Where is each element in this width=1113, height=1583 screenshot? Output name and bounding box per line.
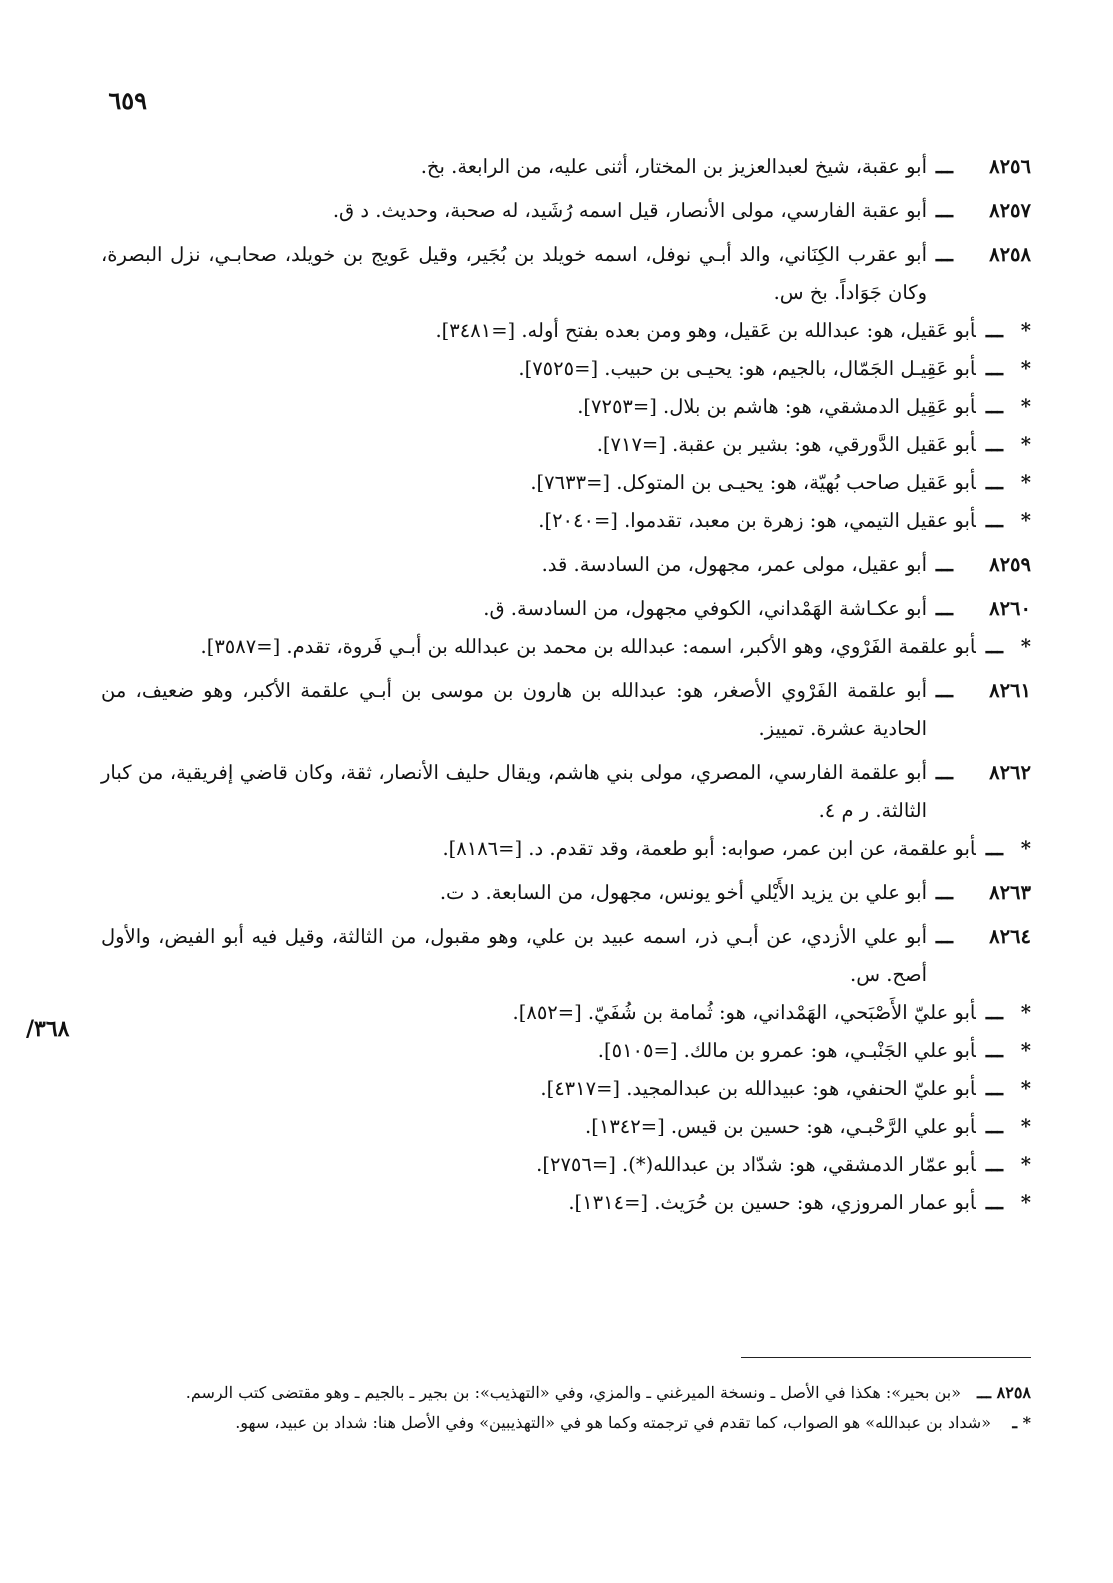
cross-reference-line (101, 1184, 1031, 1222)
cross-reference-line (101, 628, 1031, 666)
entry-text: أبو علي بن يزيد الأَيْلي أخو يونس، مجهول، من السابعة. د ت. (439, 881, 927, 904)
cross-reference-text: أبو عقيل التيمي، هو: زهرة بن معبد، تقدموا. [=٢٠٤٠]. (538, 509, 976, 532)
entry-text: أبو علقمة الفارسي، المصري، مولى بني هاشم، ويقال حليف الأنصار، ثقة، وكان قاضي إفريقية، من كبار الثالثة. ر م ٤. (101, 761, 927, 822)
entry-number: ٨٢٦٢ (989, 761, 1031, 784)
cross-reference-text: أبو عَقيل صاحب بُهيّة، هو: يحيـى بن المتوكل. [=٧٦٣٣]. (530, 471, 976, 494)
entry-dash: ـــ (985, 1001, 1003, 1024)
entry-dash: ـــ (985, 1077, 1003, 1100)
cross-reference-text: أبو علقمة الفَرْوي، وهو الأكبر، اسمه: عبدالله بن محمد بن عبدالله بن أبـي فَروة، تقدم. [=٣٥٨٧]. (200, 635, 976, 658)
cross-reference-entry (101, 426, 1031, 464)
entry-dash: ـــ (985, 471, 1003, 494)
entry-dash: ـــ (935, 199, 953, 222)
asterisk-icon: * (1020, 1191, 1031, 1214)
entry-dash: ـــ (935, 553, 953, 576)
asterisk-icon: * (1020, 837, 1031, 860)
biography-entry (101, 672, 1031, 748)
entry-dash: ـــ (935, 597, 953, 620)
cross-reference-text: أبو عَقيل، هو: عبدالله بن عَقيل، وهو ومن بعده بفتح أوله. [=٣٤٨١]. (435, 319, 976, 342)
asterisk-icon: * (1020, 1039, 1031, 1062)
entry-dash: ـــ (985, 1039, 1003, 1062)
asterisk-icon: * (1020, 1115, 1031, 1138)
page-number: ٦٥٩ (108, 86, 147, 115)
cross-reference-entry (101, 830, 1031, 868)
cross-reference-entry (101, 1070, 1031, 1108)
asterisk-icon: * (1020, 433, 1031, 456)
entry-text: أبو عقيل، مولى عمر، مجهول، من السادسة. قد. (541, 553, 927, 576)
footnote-text: «بن بحير»: هكذا في الأصل ـ ونسخة الميرغني ـ والمزي، وفي «التهذيب»: بن بجير ـ بالجيم ـ وهو مقتضى كتب الرسم. (185, 1383, 961, 1402)
footnote-divider (741, 1357, 1031, 1358)
entry-dash: ـــ (985, 319, 1003, 342)
entry-dash: ـــ (985, 395, 1003, 418)
cross-reference-line (101, 464, 1031, 502)
asterisk-icon: * (1020, 1153, 1031, 1176)
entry-text: أبو علقمة الفَرْوي الأصغر، هو: عبدالله بن هارون بن موسى بن أبـي علقمة الأكبر، وهو ضعيف، من الحادية عشرة. تمييز. (101, 679, 927, 740)
biography-entry (101, 192, 1031, 230)
cross-reference-entry (101, 350, 1031, 388)
entry-number: ٨٢٦٣ (989, 881, 1031, 904)
entry-text: أبو عقرب الكِنَاني، والد أبـي نوفل، اسمه خويلد بن بُجَير، وقيل عَويج بن خويلد، صحابـي، نزل البصرة، وكان جَوَاداً. بخ س. (101, 243, 927, 304)
entry-dash: ـــ (985, 837, 1003, 860)
biography-entry (101, 590, 1031, 628)
cross-reference-line (101, 830, 1031, 868)
footnote-text: «شداد بن عبدالله» هو الصواب، كما تقدم في ترجمته وكما هو في «التهذيبين» وفي الأصل هنا: شداد بن عبيد، سهو. (235, 1413, 991, 1432)
entry-number: ٨٢٦١ (989, 679, 1031, 702)
cross-reference-line (101, 1032, 1031, 1070)
entry-dash: ـــ (935, 679, 953, 702)
cross-reference-entry (101, 1108, 1031, 1146)
entry-dash: ـــ (985, 1191, 1003, 1214)
cross-reference-text: أبو عَقيل الدَّورقي، هو: بشير بن عقبة. [=٧١٧]. (596, 433, 976, 456)
footnote (101, 1408, 1031, 1438)
cross-reference-entry (101, 464, 1031, 502)
biography-entry (101, 874, 1031, 912)
entry-number: ٨٢٦٠ (989, 597, 1031, 620)
cross-reference-entry (101, 994, 1031, 1032)
footnote-number: ٨٢٥٨ ـــ (976, 1383, 1031, 1402)
entry-text: أبو عكـاشة الهَمْداني، الكوفي مجهول، من السادسة. ق. (483, 597, 927, 620)
cross-reference-entry (101, 312, 1031, 350)
entry-number: ٨٢٥٦ (989, 155, 1031, 178)
cross-reference-text: أبو عَقِيـل الجَمّال، بالجيم، هو: يحيـى بن حبيب. [=٧٥٢٥]. (518, 357, 976, 380)
entries-list (101, 142, 1031, 1222)
entry-dash: ـــ (935, 925, 953, 948)
cross-reference-text: أبو عليّ الأَصْبَحي، الهَمْداني، هو: ثُمامة بن شُفَيّ. [=٨٥٢]. (512, 1001, 976, 1024)
cross-reference-line (101, 388, 1031, 426)
entry-dash: ـــ (985, 1153, 1003, 1176)
entry-number: ٨٢٦٤ (989, 925, 1031, 948)
asterisk-icon: * (1020, 1001, 1031, 1024)
cross-reference-line (101, 312, 1031, 350)
asterisk-icon: * (1020, 319, 1031, 342)
asterisk-icon: * (1020, 509, 1031, 532)
cross-reference-line (101, 994, 1031, 1032)
cross-reference-line (101, 1108, 1031, 1146)
entry-dash: ـــ (985, 433, 1003, 456)
biography-entry (101, 546, 1031, 584)
asterisk-icon: * (1020, 357, 1031, 380)
margin-page-reference: /٣٦٨ (26, 1016, 70, 1042)
entry-number: ٨٢٥٩ (989, 553, 1031, 576)
entry-dash: ـــ (935, 881, 953, 904)
entry-dash: ـــ (935, 243, 953, 266)
cross-reference-text: أبو علي الجَنْبـي، هو: عمرو بن مالك. [=٥١٠٥]. (597, 1039, 976, 1062)
cross-reference-entry (101, 388, 1031, 426)
cross-reference-text: أبو عمار المروزي، هو: حسين بن حُرَيث. [=١٣١٤]. (568, 1191, 976, 1214)
cross-reference-line (101, 426, 1031, 464)
entry-dash: ـــ (985, 357, 1003, 380)
asterisk-icon: * (1020, 395, 1031, 418)
cross-reference-entry (101, 1032, 1031, 1070)
biography-entry (101, 918, 1031, 994)
entry-text: أبو عقبة الفارسي، مولى الأنصار، قيل اسمه رُشَيد، له صحبة، وحديث. د ق. (332, 199, 927, 222)
entry-dash: ـــ (935, 155, 953, 178)
footnote-number: * ـ (1012, 1413, 1031, 1432)
cross-reference-entry (101, 628, 1031, 666)
cross-reference-entry (101, 502, 1031, 540)
cross-reference-text: أبو عمّار الدمشقي، هو: شدّاد بن عبدالله(*). [=٢٧٥٦]. (536, 1153, 976, 1176)
entry-text: أبو علي الأزدي، عن أبـي ذر، اسمه عبيد بن علي، وهو مقبول، من الثالثة، وقيل فيه أبو الفيض، والأول أصح. س. (101, 925, 927, 986)
entry-dash: ـــ (935, 761, 953, 784)
cross-reference-line (101, 1070, 1031, 1108)
cross-reference-text: أبو علقمة، عن ابن عمر، صوابه: أبو طعمة، وقد تقدم. د. [=٨١٨٦]. (442, 837, 976, 860)
entry-number: ٨٢٥٧ (989, 199, 1031, 222)
cross-reference-text: أبو علي الرَّحْبـي، هو: حسين بن قيس. [=١٣٤٢]. (585, 1115, 976, 1138)
entry-number: ٨٢٥٨ (989, 243, 1031, 266)
asterisk-icon: * (1020, 1077, 1031, 1100)
footnotes (101, 1378, 1031, 1438)
asterisk-icon: * (1020, 635, 1031, 658)
cross-reference-entry (101, 1184, 1031, 1222)
biography-entry (101, 148, 1031, 186)
entry-text: أبو عقبة، شيخ لعبدالعزيز بن المختار، أثنى عليه، من الرابعة. بخ. (420, 155, 927, 178)
cross-reference-text: أبو عَقِيل الدمشقي، هو: هاشم بن بلال. [=٧٢٥٣]. (577, 395, 976, 418)
cross-reference-line (101, 1146, 1031, 1184)
biography-entry (101, 754, 1031, 830)
asterisk-icon: * (1020, 471, 1031, 494)
entry-dash: ـــ (985, 509, 1003, 532)
cross-reference-entry (101, 1146, 1031, 1184)
cross-reference-line (101, 350, 1031, 388)
cross-reference-text: أبو عليّ الحنفي، هو: عبيدالله بن عبدالمجيد. [=٤٣١٧]. (540, 1077, 976, 1100)
entry-dash: ـــ (985, 1115, 1003, 1138)
entry-dash: ـــ (985, 635, 1003, 658)
biography-entry (101, 236, 1031, 312)
footnote (101, 1378, 1031, 1408)
cross-reference-line (101, 502, 1031, 540)
